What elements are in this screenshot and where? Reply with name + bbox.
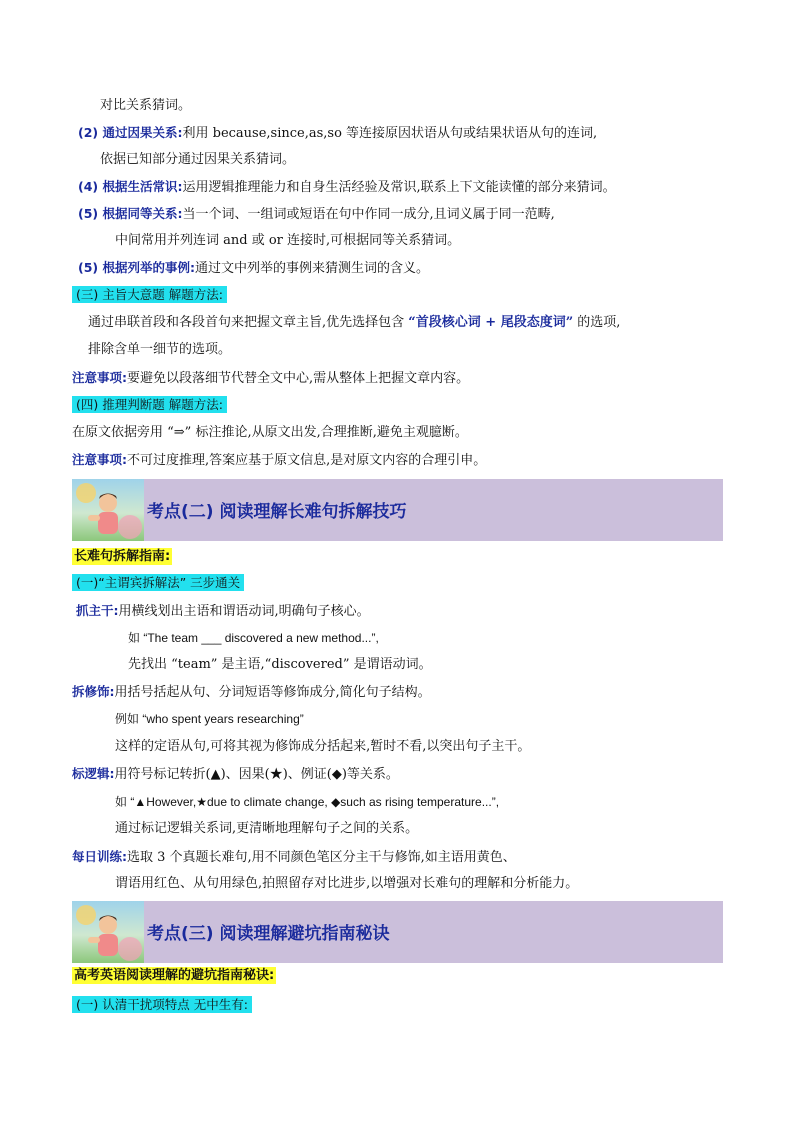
item-label: (2) 通过因果关系: <box>78 125 183 140</box>
item-label: 标逻辑: <box>72 766 115 781</box>
banner-illustration <box>72 479 144 541</box>
text-line: 注意事项:不可过度推理,答案应基于原文信息,是对原文内容的合理引申。 <box>72 452 487 468</box>
text-line: 每日训练:选取 3 个真题长难句,用不同颜色笔区分主干与修饰,如主语用黄色、 <box>72 849 516 865</box>
item-label: 每日训练: <box>72 849 127 864</box>
subheading: (四) 推理判断题 解题方法: <box>72 396 227 415</box>
subheading: (一) 认清干扰项特点 无中生有: <box>72 996 252 1015</box>
text-line: (5) 根据列举的事例:通过文中列举的事例来猜测生词的含义。 <box>78 260 429 276</box>
text-line: 这样的定语从句,可将其视为修饰成分括起来,暂时不看,以突出句子主干。 <box>115 739 531 754</box>
item-label: 注意事项: <box>72 452 127 467</box>
text-line: 通过标记逻辑关系词,更清晰地理解句子之间的关系。 <box>115 821 419 836</box>
item-label: (5) 根据同等关系: <box>78 206 183 221</box>
text-line: 在原文依据旁用 “⇒” 标注推论,从原文出发,合理推断,避免主观臆断。 <box>72 425 468 440</box>
text-line: 对比关系猜词。 <box>100 98 192 113</box>
text-line: 如 “The team ___ discovered a new method...”, <box>128 631 379 645</box>
text-line: 中间常用并列连词 and 或 or 连接时,可根据同等关系猜词。 <box>115 233 461 248</box>
banner-title: 考点(三) 阅读理解避坑指南秘诀 <box>147 924 390 944</box>
text-line: 注意事项:要避免以段落细节代替全文中心,需从整体上把握文章内容。 <box>72 370 470 386</box>
section-banner <box>72 479 723 541</box>
item-label: (4) 根据生活常识: <box>78 179 183 194</box>
banner-illustration <box>72 901 144 963</box>
text-line: (4) 根据生活常识:运用逻辑推理能力和自身生活经验及常识,联系上下文能读懂的部分来猜词。 <box>78 179 616 195</box>
text-line: 例如 “who spent years researching” <box>115 712 304 726</box>
text-line: 谓语用红色、从句用绿色,拍照留存对比进步,以增强对长难句的理解和分析能力。 <box>115 876 579 891</box>
text-line: (2) 通过因果关系:利用 because,since,as,so 等连接原因状语从句或结果状语从句的连词, <box>78 125 598 141</box>
item-label: 拆修饰: <box>72 684 115 699</box>
subheading: (三) 主旨大意题 解题方法: <box>72 286 227 305</box>
text-line: 抓主干:用横线划出主语和谓语动词,明确句子核心。 <box>76 603 370 619</box>
item-label: (5) 根据列举的事例: <box>78 260 195 275</box>
item-label: 注意事项: <box>72 370 127 385</box>
section-banner <box>72 901 723 963</box>
section-heading: 长难句拆解指南: <box>74 549 171 564</box>
text-line: 拆修饰:用括号括起从句、分词短语等修饰成分,简化句子结构。 <box>72 684 431 700</box>
text-line: (5) 根据同等关系:当一个词、一组词或短语在句中作同一成分,且词义属于同一范畴, <box>78 206 555 222</box>
text-line: 通过串联首段和各段首句来把握文章主旨,优先选择包含 “首段核心词 + 尾段态度词” 的选项, <box>88 315 621 330</box>
text-line: 标逻辑:用符号标记转折(▲)、因果(★)、例证(◆)等关系。 <box>72 766 399 782</box>
subheading: (一)“主谓宾拆解法” 三步通关 <box>72 574 244 593</box>
section-heading: 高考英语阅读理解的避坑指南秘诀: <box>74 968 275 983</box>
item-label: 抓主干: <box>76 603 119 618</box>
text-line: 先找出 “team” 是主语,“discovered” 是谓语动词。 <box>128 657 432 672</box>
banner-title: 考点(二) 阅读理解长难句拆解技巧 <box>147 502 407 522</box>
text-line: 排除含单一细节的选项。 <box>88 342 232 357</box>
text-line: 依据已知部分通过因果关系猜词。 <box>100 152 296 167</box>
text-line: 如 “▲However,★due to climate change, ◆such as rising temperature...”, <box>115 795 500 809</box>
